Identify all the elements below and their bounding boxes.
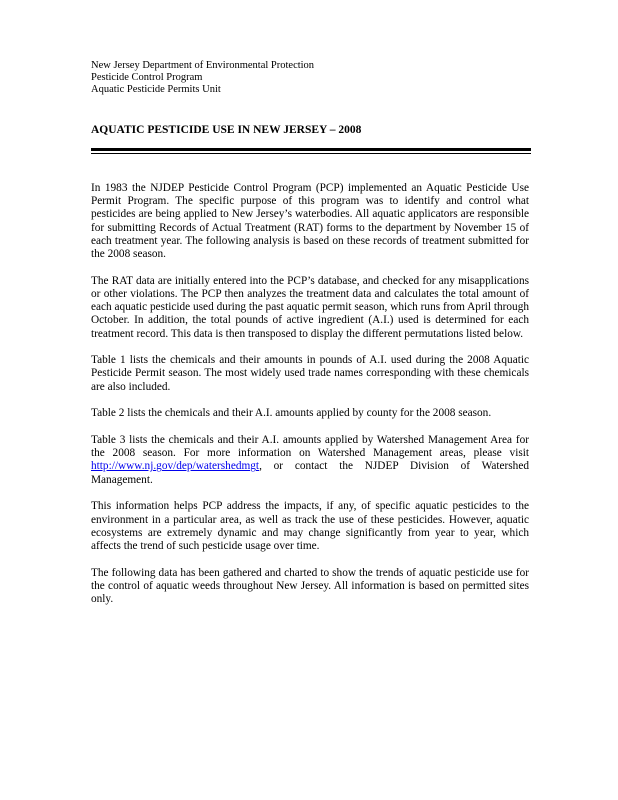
paragraph-intro: In 1983 the NJDEP Pesticide Control Program (PCP) implemented an Aquatic Pesticide Use Permit Program. The specific purpose of this program was to identify and control what pesticides are being applied to New Jersey’s waterbodies. All aquatic applicators are responsible for submitting Records of Actual Treatment (RAT) forms to the department by November 15 of each treatment year. The following analysis is based on these records of treatment submitted for the 2008 season.	[91, 182, 529, 261]
title-rule-thin	[91, 153, 531, 154]
watershed-link[interactable]: http://www.nj.gov/dep/watershedmgt	[91, 460, 260, 473]
paragraph-table3-text-end: , or contact the NJDEP Division of Watershed Management.	[91, 460, 529, 486]
letterhead-department: New Jersey Department of Environmental Protection	[91, 60, 315, 71]
letterhead-unit: Aquatic Pesticide Permits Unit	[91, 84, 221, 95]
paragraph-trends: The following data has been gathered and charted to show the trends of aquatic pesticide use for the control of aquatic weeds throughout New Jersey. All information is based on permitted sites only.	[91, 566, 529, 606]
paragraph-impacts: This information helps PCP address the impacts, if any, of specific aquatic pesticides to the environment in a particular area, as well as track the use of these pesticides. However, aquatic ecosystems are extremely dynamic and may change significantly from year to year, which affects the trend of such pesticide usage over time.	[91, 500, 529, 552]
paragraph-table2: Table 2 lists the chemicals and their A.I. amounts applied by county for the 2008 season.	[91, 407, 492, 420]
paragraph-table1: Table 1 lists the chemicals and their amounts in pounds of A.I. used during the 2008 Aquatic Pesticide Permit season. The most widely used trade names corresponding with these chemicals are also included.	[91, 354, 529, 393]
document-title: AQUATIC PESTICIDE USE IN NEW JERSEY – 2008	[91, 124, 362, 136]
paragraph-rat-data: The RAT data are initially entered into the PCP’s database, and checked for any misapplications or other violations. The PCP then analyzes the treatment data and calculates the total amount of each aquatic pesticide used during the past aquatic permit season, which runs from April through October. In addition, the total pounds of active ingredient (A.I.) used is determined for each treatment record. This data is then transposed to display the different permutations listed below.	[91, 274, 529, 340]
letterhead-program: Pesticide Control Program	[91, 72, 203, 83]
document-body	[91, 182, 529, 620]
letterhead	[91, 60, 314, 96]
paragraph-table3-text: Table 3 lists the chemicals and their A.I. amounts applied by Watershed Management Area for the 2008 season. For more information on Watershed Management areas, please visit	[91, 434, 529, 460]
title-rule-thick	[91, 148, 531, 151]
paragraph-table3	[91, 434, 529, 487]
